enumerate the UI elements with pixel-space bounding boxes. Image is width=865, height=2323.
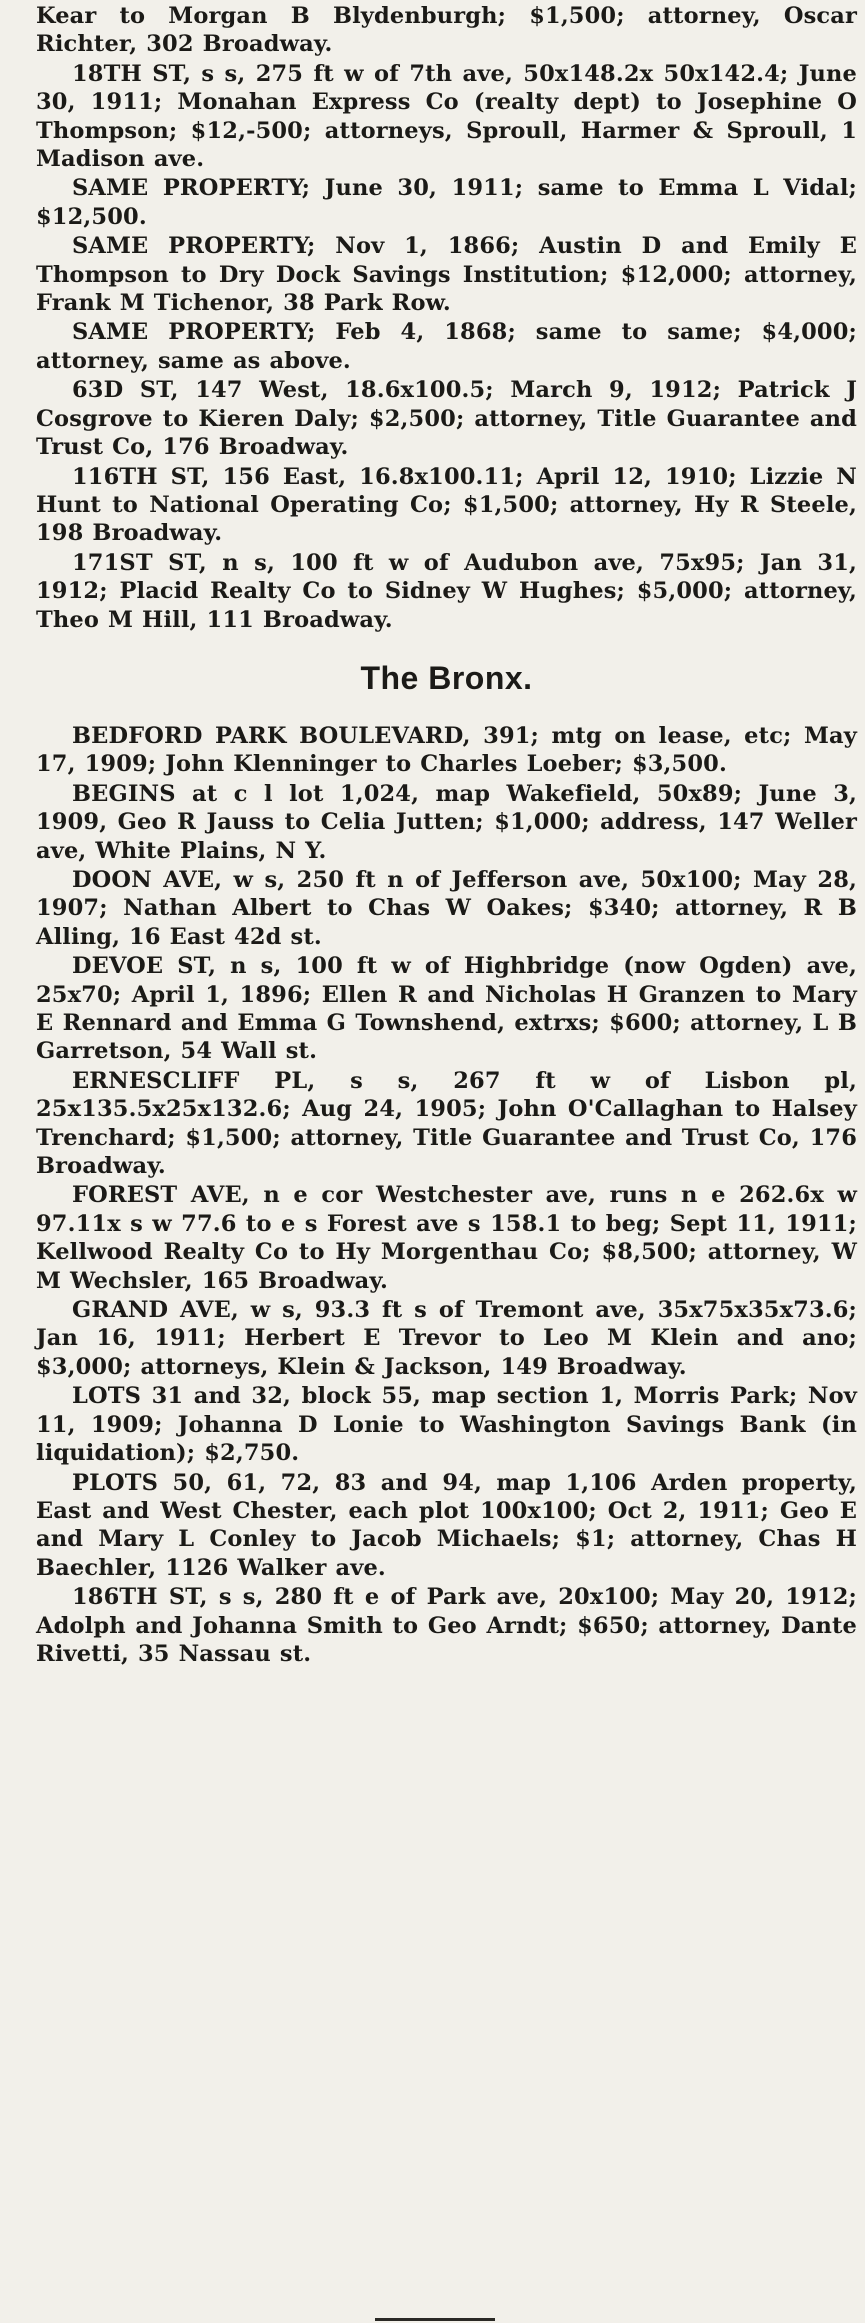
entry-text: s s, 280 ft e of Park ave, 20x100; May 20, 1912; Adolph and Johanna Smith to Geo Arndt; $650; attorney, Dante Rivetti, 35 Nassau st. <box>36 1584 857 1667</box>
entry-text: s s, 275 ft w of 7th ave, 50x148.2x 50x142.4; June 30, 1911; Monahan Express Co (realty dept) to Josephine O Thompson; $12,-500; attorneys, Sproull, Harmer & Sproull, 1 Madison ave. <box>36 60 858 173</box>
entry-text: w s, 93.3 ft s of Tremont ave, 35x75x35x73.6; Jan 16, 1911; Herbert E Trevor to Leo M Klein and ano; $3,000; attorneys, Klein & Jackson, 149 Broadway. <box>36 1297 858 1380</box>
entry-text: Feb 4, 1868; same to same; $4,000; attorney, same as above. <box>36 319 857 374</box>
entry-text: 391; mtg on lease, etc; May 17, 1909; John Klenninger to Charles Loeber; $3,500. <box>36 722 857 778</box>
entry-text: Nov 1, 1866; Austin D and Emily E Thompson to Dry Dock Savings Institution; $12,000; attorney, Frank M Tichenor, 38 Park Row. <box>36 233 857 317</box>
entry-lead: BEGINS <box>72 780 176 807</box>
entry-text: s s, 267 ft w of Lisbon pl, 25x135.5x25x132.6; Aug 24, 1905; John O'Callaghan to Halsey Trenchard; $1,500; attorney, Title Guarantee and Trust Co, 176 Broadway. <box>36 1067 857 1180</box>
entry-text: 50, 61, 72, 83 and 94, map 1,106 Arden property, East and West Chester, each plot 100x100; Oct 2, 1911; Geo E and Mary L Conley to Jacob Michaels; $1; attorney, Chas H Baechler, 1126 Walker ave. <box>36 1469 857 1581</box>
entry-text: w s, 250 ft n of Jefferson ave, 50x100; May 28, 1907; Nathan Albert to Chas W Oakes; $340; attorney, R B Alling, 16 East 42d st. <box>36 866 857 950</box>
manhattan-entries <box>36 2 857 634</box>
entry-text: n s, 100 ft w of Audubon ave, 75x95; Jan 31, 1912; Placid Realty Co to Sidney W Hughes; $5,000; attorney, Theo M Hill, 111 Broadway. <box>36 549 858 633</box>
list-item <box>36 722 857 779</box>
entry-lead: LOTS <box>72 1383 142 1410</box>
list-item <box>36 1583 857 1668</box>
bronx-entries <box>36 722 857 1668</box>
entry-lead: SAME PROPERTY; <box>72 175 311 202</box>
entry-text: 31 and 32, block 55, map section 1, Morris Park; Nov 11, 1909; Johanna D Lonie to Washington Savings Bank (in liquidation); $2,750. <box>36 1383 857 1467</box>
entry-lead: 186TH ST, <box>72 1584 208 1611</box>
entry-text: 147 West, 18.6x100.5; March 9, 1912; Patrick J Cosgrove to Kieren Daly; $2,500; attorney, Title Guarantee and Trust Co, 176 Broadway. <box>36 377 857 461</box>
entry-lead: FOREST AVE, <box>72 1182 250 1209</box>
entry-lead: GRAND AVE, <box>72 1297 239 1324</box>
entry-lead: ERNESCLIFF PL, <box>72 1067 316 1094</box>
list-item <box>36 1382 857 1467</box>
entry-lead: SAME PROPERTY; <box>72 233 316 260</box>
list-item <box>36 1469 857 1583</box>
entry-text: 156 East, 16.8x100.11; April 12, 1910; Lizzie N Hunt to National Operating Co; $1,500; attorney, Hy R Steele, 198 Broadway. <box>36 463 857 547</box>
list-item <box>36 1067 857 1181</box>
list-item <box>36 2 857 59</box>
entry-text: June 30, 1911; same to Emma L Vidal; $12,500. <box>36 175 857 230</box>
list-item <box>36 376 857 461</box>
entry-lead: DEVOE ST, <box>72 953 217 980</box>
list-item <box>36 174 857 231</box>
entry-lead: SAME PROPERTY; <box>72 319 316 346</box>
entry-lead: 18TH ST, <box>72 60 192 87</box>
list-item <box>36 1296 857 1381</box>
list-item <box>36 60 857 174</box>
entry-text: n e cor Westchester ave, runs n e 262.6x w 97.11x s w 77.6 to e s Forest ave s 158.1 to beg; Sept 11, 1911; Kellwood Realty Co to Hy Morgenthau Co; $8,500; attorney, W M Wechsler, 165 Broadway. <box>36 1182 857 1294</box>
entry-lead: BEDFORD PARK BOULEVARD, <box>72 722 471 749</box>
entry-text: n s, 100 ft w of Highbridge (now Ogden) ave, 25x70; April 1, 1896; Ellen R and Nicholas H Granzen to Mary E Rennard and Emma G Townshend, extrxs; $600; attorney, L B Garretson, 54 Wall st. <box>36 953 857 1065</box>
section-heading: The Bronx. <box>360 659 533 696</box>
list-item <box>36 232 857 317</box>
entry-lead: PLOTS <box>72 1469 159 1496</box>
entry-lead: DOON AVE, <box>72 866 223 893</box>
list-item <box>36 780 857 865</box>
list-item <box>36 318 857 375</box>
entry-lead: 63D ST, <box>72 377 179 404</box>
list-item <box>36 952 857 1066</box>
entry-lead: 171ST ST, <box>72 549 207 576</box>
list-item <box>36 866 857 951</box>
entry-text: Kear to Morgan B Blydenburgh; $1,500; attorney, Oscar Richter, 302 Broadway. <box>36 3 857 58</box>
list-item <box>36 1181 857 1295</box>
entry-text: at c l lot 1,024, map Wakefield, 50x89; June 3, 1909, Geo R Jauss to Celia Jutten; $1,000; address, 147 Weller ave, White Plains, N Y. <box>36 780 857 864</box>
column-end-rule <box>375 2318 495 2321</box>
list-item <box>36 463 857 548</box>
entry-lead: 116TH ST, <box>72 463 210 490</box>
list-item <box>36 549 857 634</box>
